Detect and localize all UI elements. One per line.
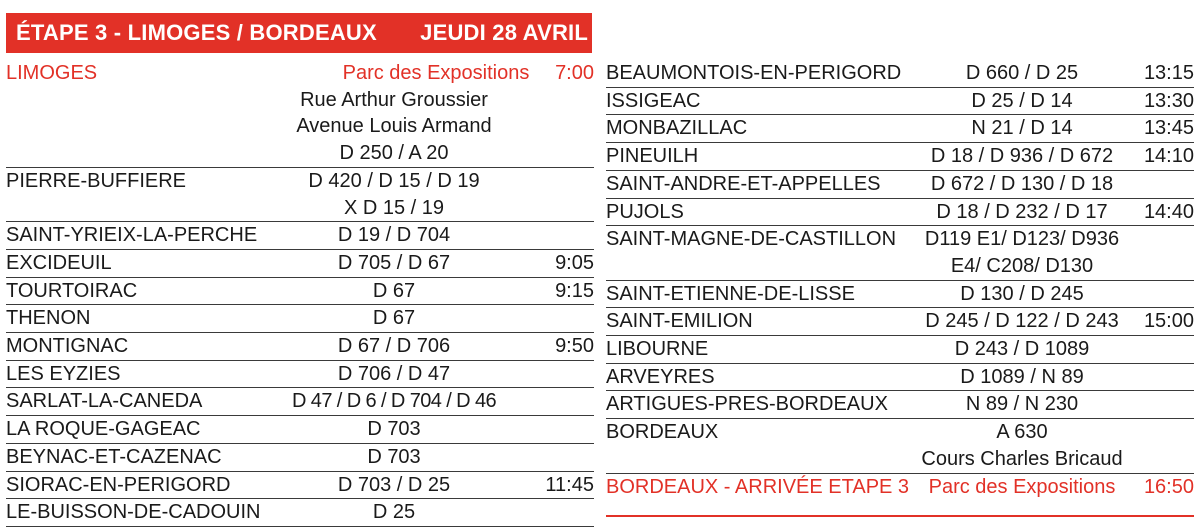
city-name: LA ROQUE-GAGEAC	[6, 418, 201, 441]
road-line: D 18 / D 232 / D 17	[936, 200, 1108, 223]
city-name: MONTIGNAC	[6, 335, 129, 358]
city-name: SARLAT-LA-CANEDA	[6, 390, 203, 413]
itinerary-row-monbazillac	[606, 115, 1194, 143]
road-line: N 21 / D 14	[971, 117, 1073, 140]
road-line: D 47 / D 6 / D 704 / D 46	[292, 390, 496, 413]
itinerary-row-artigues	[606, 391, 1194, 419]
itinerary-row-le-buisson	[6, 499, 594, 527]
stage-title: ÉTAPE 3 - LIMOGES / BORDEAUX	[16, 20, 377, 45]
itinerary-row-la-roque-gageac	[6, 416, 594, 444]
itinerary-row-excideuil	[6, 250, 594, 278]
road-line: D 25 / D 14	[971, 89, 1073, 112]
city-name: BEYNAC-ET-CAZENAC	[6, 445, 222, 468]
itinerary-row-saint-magne	[606, 226, 1194, 280]
road-line: D 1089 / N 89	[960, 365, 1084, 388]
road-line: D 705 / D 67	[337, 251, 451, 274]
itinerary-row-thenon	[6, 305, 594, 333]
pass-time: 14:10	[1143, 145, 1194, 168]
road-line: D 420 / D 15 / D 19	[308, 169, 480, 192]
itinerary-row-libourne	[606, 336, 1194, 364]
city-name: ISSIGEAC	[606, 89, 701, 112]
road-line: D 703 / D 25	[337, 473, 451, 496]
pass-time: 16:50	[1143, 475, 1194, 498]
road-line: D 660 / D 25	[965, 62, 1079, 84]
stage-date: JEUDI 28 AVRIL	[420, 20, 588, 45]
itinerary-row-bordeaux	[606, 419, 1194, 473]
city-name: SAINT-EMILION	[606, 310, 753, 333]
pass-time: 13:30	[1143, 89, 1194, 112]
city-name: BORDEAUX	[606, 421, 719, 444]
city-name: SIORAC-EN-PERIGORD	[6, 473, 231, 496]
city-name: LES EYZIES	[6, 362, 121, 385]
itinerary-row-saint-etienne	[606, 281, 1194, 309]
itinerary-row-siorac	[6, 472, 594, 500]
itinerary-row-pineuilh	[606, 143, 1194, 171]
road-line: E4/ C208/ D130	[950, 254, 1094, 277]
city-name: PUJOLS	[606, 200, 684, 223]
city-name: ARTIGUES-PRES-BORDEAUX	[606, 393, 888, 416]
city-name: SAINT-ETIENNE-DE-LISSE	[606, 282, 855, 305]
pass-time: 9:05	[555, 251, 594, 274]
itinerary-row-tourtoirac	[6, 278, 594, 306]
road-line: D 130 / D 245	[960, 282, 1084, 305]
itinerary-row-bordeaux-arrival	[606, 474, 1194, 501]
city-name: LE-BUISSON-DE-CADOUIN	[6, 501, 261, 524]
itinerary-row-issigeac	[606, 88, 1194, 116]
pass-time: 7:00	[555, 62, 594, 84]
itinerary-right-column	[606, 60, 1194, 500]
road-line: D 18 / D 936 / D 672	[930, 145, 1114, 168]
itinerary-row-les-eyzies	[6, 361, 594, 389]
pass-time: 13:15	[1143, 62, 1194, 84]
road-line: Cours Charles Bricaud	[921, 447, 1123, 470]
city-name: PINEUILH	[606, 145, 699, 168]
road-line: D 67	[372, 279, 416, 302]
city-name: MONBAZILLAC	[606, 117, 748, 140]
road-line: D 706 / D 47	[337, 362, 451, 385]
road-line: D 703	[367, 445, 421, 468]
city-name: LIMOGES	[6, 62, 98, 84]
itinerary-row-beynac	[6, 444, 594, 472]
itinerary-row-montignac	[6, 333, 594, 361]
itinerary-row-arveyres	[606, 364, 1194, 392]
road-line: X D 15 / 19	[343, 196, 445, 219]
city-name: THENON	[6, 307, 91, 330]
road-line: Avenue Louis Armand	[296, 115, 492, 138]
itinerary-row-limoges	[6, 60, 594, 168]
city-name: BEAUMONTOIS-EN-PERIGORD	[606, 62, 902, 84]
road-line: D 19 / D 704	[337, 224, 451, 247]
city-name: ARVEYRES	[606, 365, 715, 388]
road-line: D 250 / A 20	[339, 142, 449, 165]
road-line: N 89 / N 230	[965, 393, 1079, 416]
city-name: TOURTOIRAC	[6, 279, 138, 302]
road-line: D 703	[367, 418, 421, 441]
itinerary-row-sarlat	[6, 388, 594, 416]
pass-time: 13:45	[1143, 117, 1194, 140]
itinerary-row-beaumontois	[606, 60, 1194, 88]
pass-time: 9:15	[555, 279, 594, 302]
city-name: LIBOURNE	[606, 338, 709, 361]
pass-time: 11:45	[545, 473, 594, 496]
pass-time: 14:40	[1143, 200, 1194, 223]
itinerary-row-pierre-buffiere	[6, 168, 594, 222]
city-name: SAINT-MAGNE-DE-CASTILLON	[606, 228, 897, 251]
road-line: Parc des Expositions	[928, 475, 1116, 498]
itinerary-row-saint-yrieix	[6, 222, 594, 250]
road-line: D 243 / D 1089	[954, 338, 1090, 361]
road-line: D 67 / D 706	[337, 335, 451, 358]
road-line: D 25	[372, 501, 416, 524]
city-name: BORDEAUX - ARRIVÉE ETAPE 3	[606, 475, 910, 498]
road-line: D 672 / D 130 / D 18	[930, 172, 1114, 195]
pass-time: 15:00	[1143, 310, 1194, 333]
itinerary-left-column	[6, 60, 594, 527]
city-name: PIERRE-BUFFIERE	[6, 169, 187, 192]
stage-banner	[6, 13, 592, 53]
road-line: D 67	[372, 307, 416, 330]
city-name: SAINT-ANDRE-ET-APPELLES	[606, 172, 881, 195]
bottom-rule	[606, 515, 1194, 517]
itinerary-row-pujols	[606, 199, 1194, 227]
road-line: A 630	[996, 421, 1048, 444]
pass-time: 9:50	[555, 335, 594, 358]
road-line: Rue Arthur Groussier	[300, 88, 488, 111]
itinerary-row-saint-andre	[606, 171, 1194, 199]
city-name: SAINT-YRIEIX-LA-PERCHE	[6, 224, 258, 247]
itinerary-row-saint-emilion	[606, 308, 1194, 336]
road-line: D119 E1/ D123/ D936	[924, 228, 1120, 251]
city-name: EXCIDEUIL	[6, 251, 112, 274]
road-line: Parc des Expositions	[342, 62, 530, 84]
road-line: D 245 / D 122 / D 243	[925, 310, 1119, 333]
